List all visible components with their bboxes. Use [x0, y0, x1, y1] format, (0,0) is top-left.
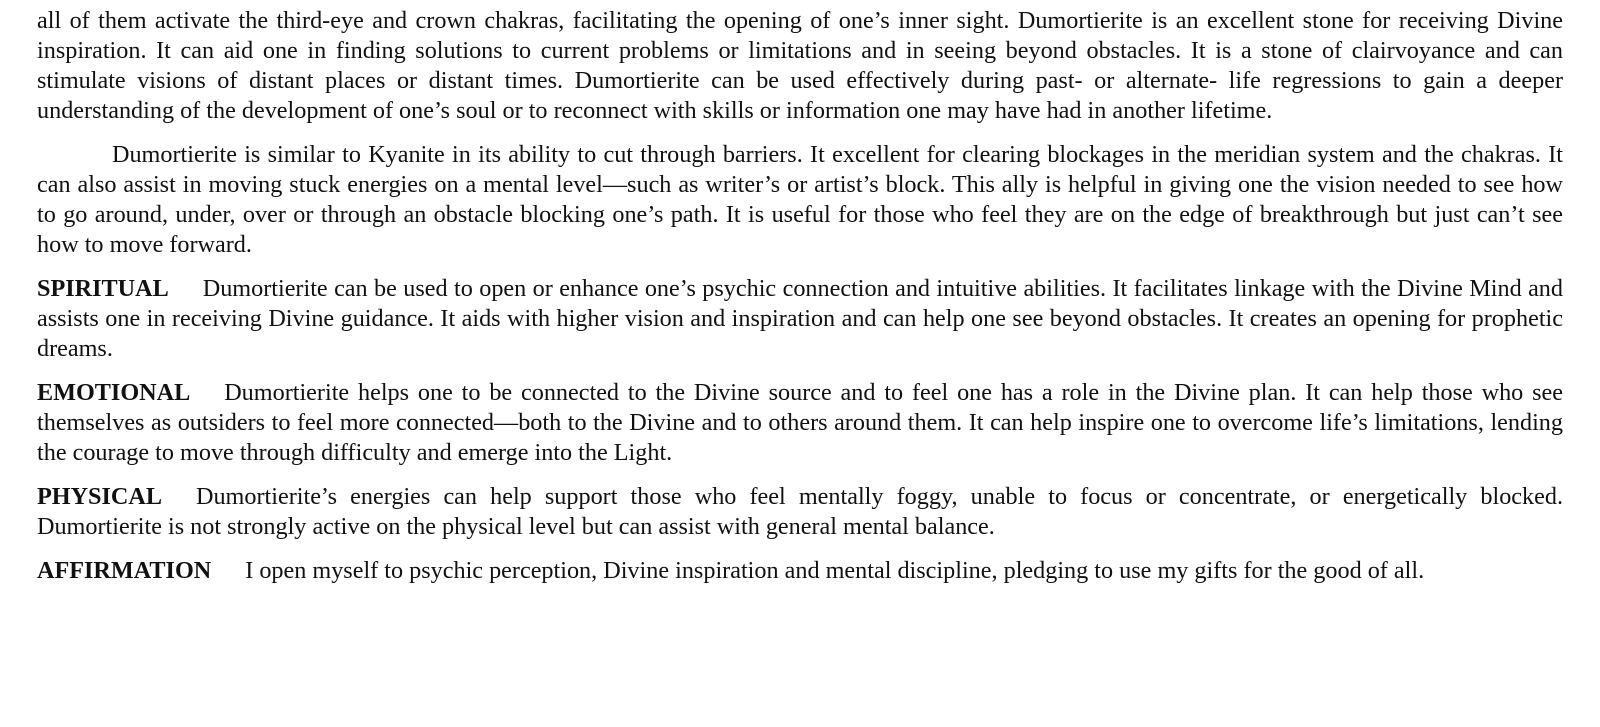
section-affirmation: [37, 556, 1563, 586]
section-emotional: [37, 378, 1563, 468]
section-body-spiritual: Dumortierite can be used to open or enhance one’s psychic connection and intuitive abilities. It facilitates linkage with the Divine Mind and assists one in receiving Divine guidance. It aids with higher vision and inspiration and can help one see beyond obstacles. It creates an opening for prophetic dreams.: [37, 275, 1563, 362]
section-heading-spiritual: SPIRITUAL: [37, 275, 169, 302]
section-spiritual: [37, 274, 1563, 364]
section-heading-physical: PHYSICAL: [37, 483, 162, 510]
section-heading-emotional: EMOTIONAL: [37, 379, 191, 406]
body-paragraph-kyanite-comparison: Dumortierite is similar to Kyanite in its ability to cut through barriers. It excellent for clearing blockages in the meridian system and the chakras. It can also assist in moving stuck energies on a mental level—such as writer’s or artist’s block. This ally is helpful in giving one the vision needed to see how to go around, under, over or through an obstacle blocking one’s path. It is useful for those who feel they are on the edge of breakthrough but just can’t see how to move forward.: [37, 141, 1563, 258]
section-body-physical: Dumortierite’s energies can help support those who feel mentally foggy, unable to focus or concentrate, or energetically blocked. Dumortierite is not strongly active on the physical level but can assist with general mental balance.: [37, 483, 1563, 540]
document-page: [37, 6, 1563, 600]
section-body-emotional: Dumortierite helps one to be connected to the Divine source and to feel one has a role in the Divine plan. It can help those who see themselves as outsiders to feel more connected—both to the Divine and to others around them. It can help inspire one to overcome life’s limitations, lending the courage to move through difficulty and emerge into the Light.: [37, 379, 1563, 466]
section-body-affirmation: I open myself to psychic perception, Divine inspiration and mental discipline, pledging to use my gifts for the good of all.: [245, 557, 1425, 584]
section-physical: [37, 482, 1563, 542]
body-paragraph-continuation: all of them activate the third-eye and crown chakras, facilitating the opening of one’s inner sight. Dumortierite is an excellent stone for receiving Divine inspiration. It can aid one in finding solutions to current problems or limitations and in seeing beyond obstacles. It is a stone of clairvoyance and can stimulate visions of distant places or distant times. Dumortierite can be used effectively during past- or alternate- life regressions to gain a deeper understanding of the development of one’s soul or to reconnect with skills or information one may have had in another lifetime.: [37, 7, 1563, 124]
section-heading-affirmation: AFFIRMATION: [37, 557, 212, 584]
